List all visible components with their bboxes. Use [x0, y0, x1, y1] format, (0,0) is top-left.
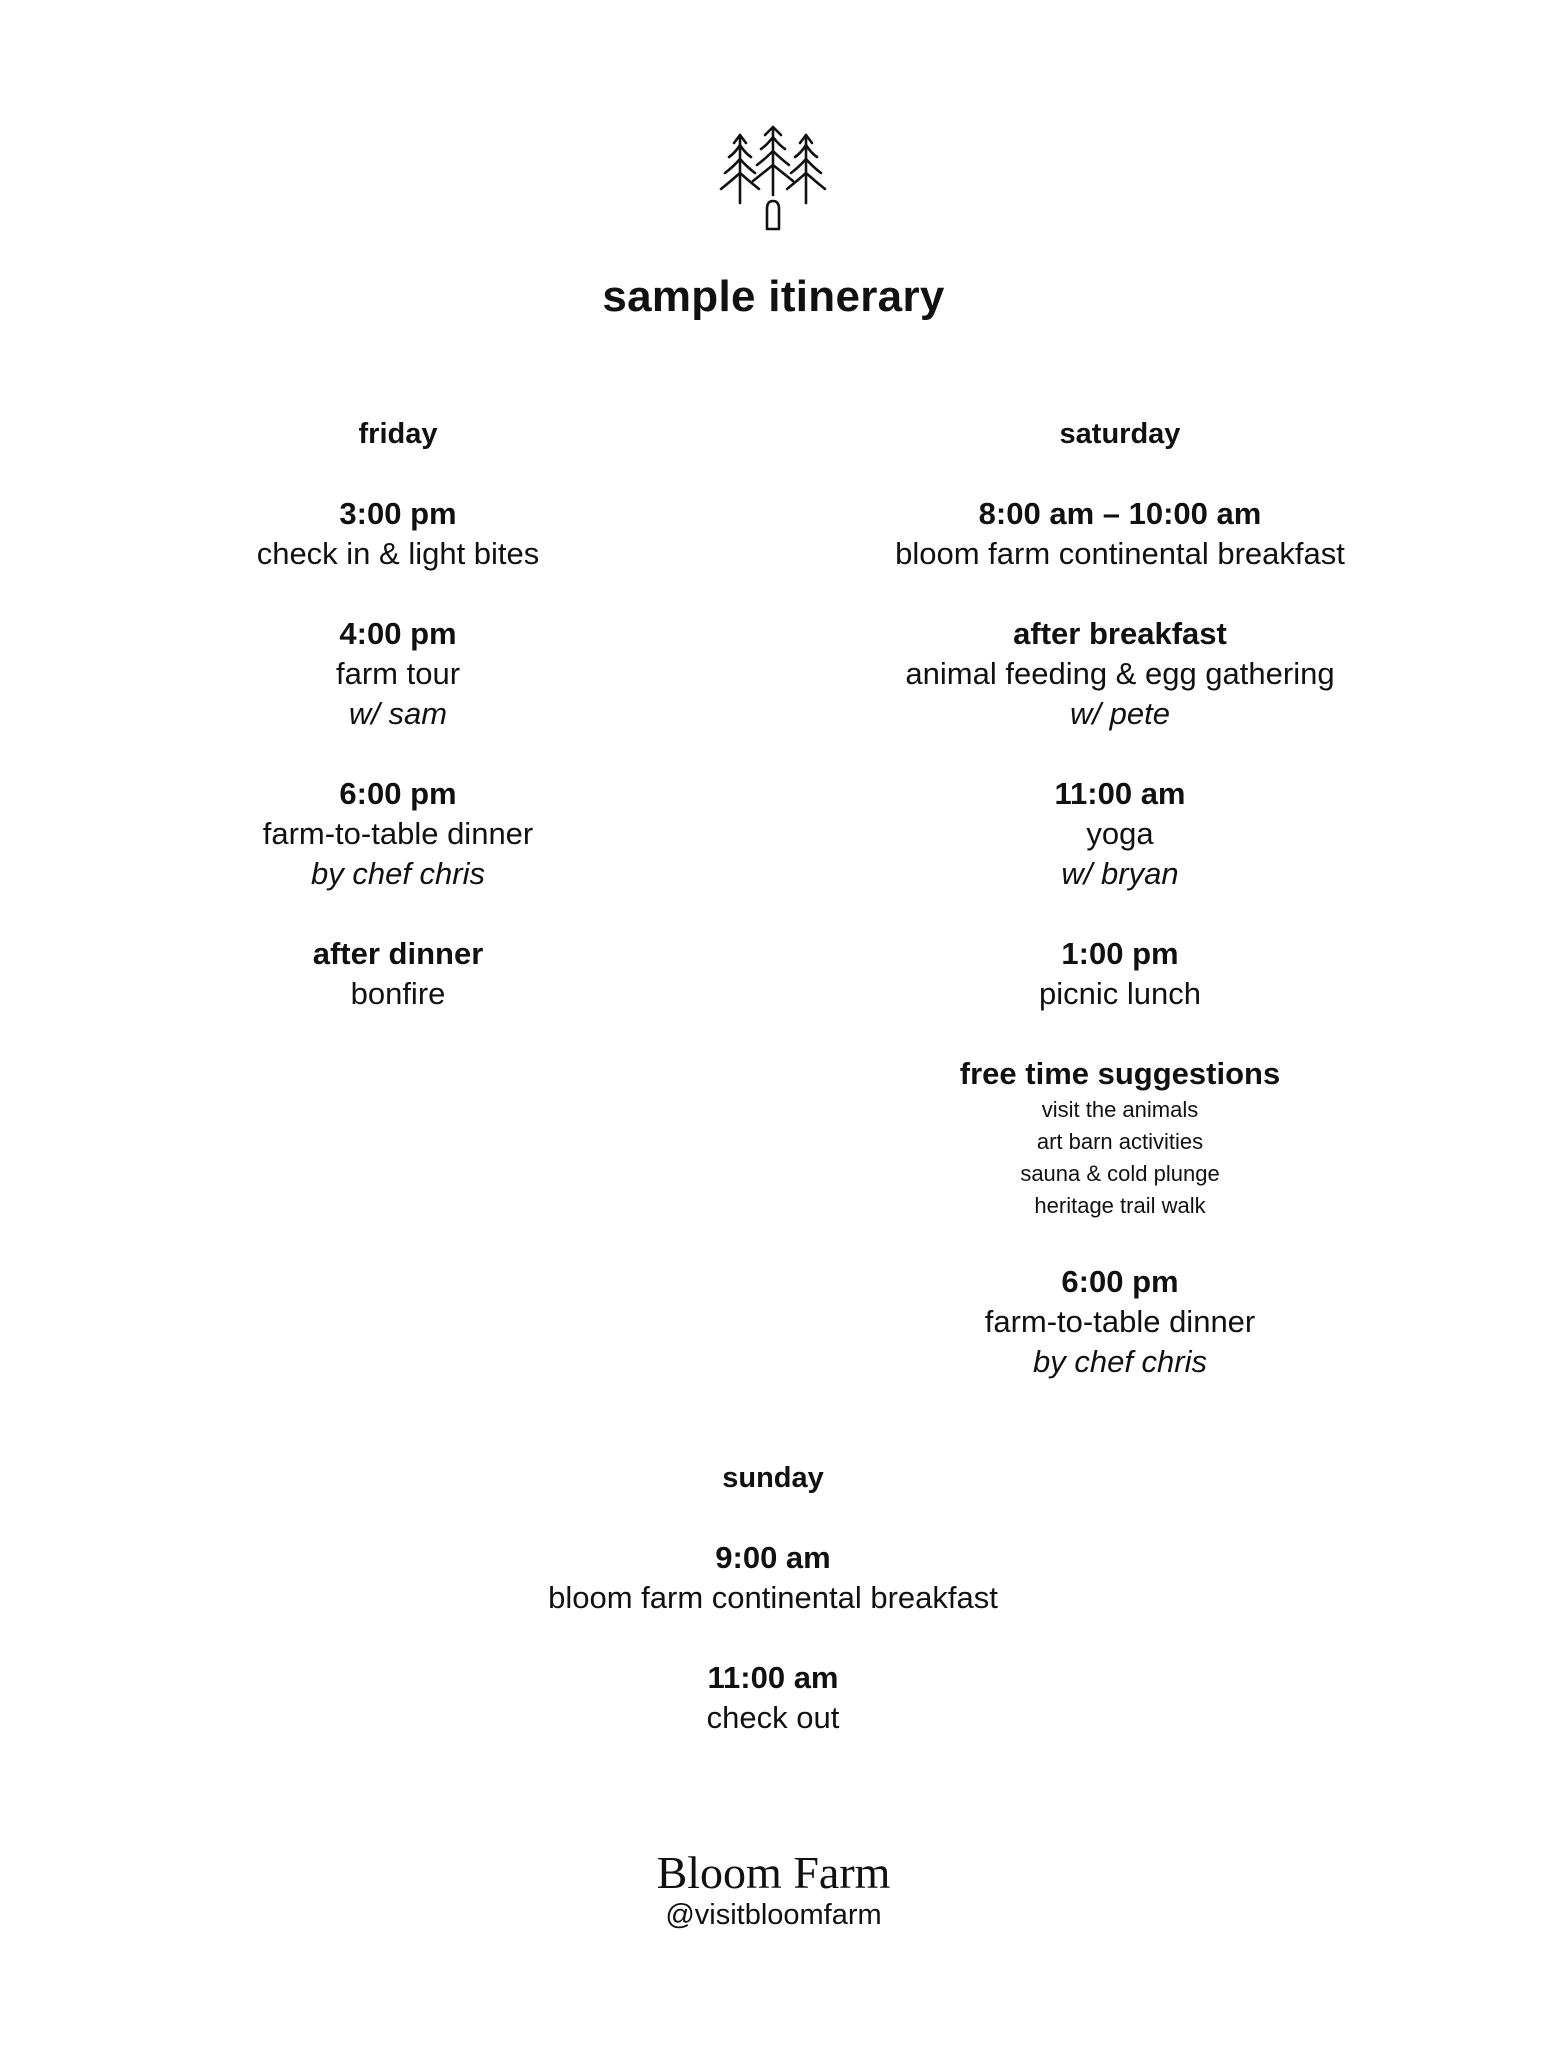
suggestion-item: art barn activities [1036, 1129, 1204, 1154]
event-time: 6:00 pm [1061, 1264, 1179, 1299]
page-title: sample itinerary [602, 272, 945, 321]
saturday-column [820, 414, 1420, 1422]
friday-column [198, 414, 598, 1054]
event-title: bloom farm continental breakfast [895, 536, 1345, 571]
social-handle: @visitbloomfarm [665, 1899, 882, 1931]
event-title: picnic lunch [1039, 976, 1201, 1011]
schedule-item [473, 1658, 1073, 1738]
event-title: check out [706, 1700, 840, 1735]
day-heading: sunday [722, 1462, 824, 1494]
event-time: 11:00 am [1054, 776, 1186, 811]
suggestion-item: sauna & cold plunge [1020, 1161, 1220, 1186]
event-time: 8:00 am – 10:00 am [978, 496, 1262, 531]
schedule-item [198, 614, 598, 734]
schedule-item [198, 774, 598, 894]
brand-name: Bloom Farm [656, 1847, 891, 1898]
event-time: 1:00 pm [1061, 936, 1179, 971]
day-heading: friday [358, 418, 438, 450]
pine-trees-cabin-icon [713, 123, 833, 233]
event-title: check in & light bites [256, 536, 540, 571]
schedule-item [820, 614, 1420, 734]
schedule-item [198, 494, 598, 574]
event-title: animal feeding & egg gathering [905, 656, 1335, 691]
event-time: 6:00 pm [339, 776, 457, 811]
event-title: farm-to-table dinner [984, 1304, 1256, 1339]
event-host: by chef chris [1032, 1344, 1207, 1379]
schedule-item [820, 774, 1420, 894]
suggestion-item: visit the animals [1041, 1097, 1199, 1122]
day-heading: saturday [1059, 418, 1181, 450]
event-host: w/ sam [348, 696, 448, 731]
event-title: farm tour [335, 656, 461, 691]
schedule-item [820, 1262, 1420, 1382]
event-title: bloom farm continental breakfast [548, 1580, 998, 1615]
suggestion-item: heritage trail walk [1034, 1193, 1206, 1218]
event-time: after breakfast [1013, 616, 1227, 651]
event-time: 11:00 am [707, 1660, 839, 1695]
schedule-item [820, 494, 1420, 574]
event-host: by chef chris [310, 856, 485, 891]
event-time: 3:00 pm [339, 496, 457, 531]
event-host: w/ bryan [1061, 856, 1179, 891]
schedule-item [820, 934, 1420, 1014]
event-title: farm-to-table dinner [262, 816, 534, 851]
schedule-item [820, 1054, 1420, 1222]
sunday-column [473, 1458, 1073, 1778]
schedule-item [198, 934, 598, 1014]
event-time: 4:00 pm [339, 616, 457, 651]
event-time: 9:00 am [715, 1540, 831, 1575]
event-host: w/ pete [1070, 696, 1170, 731]
event-title: bonfire [350, 976, 446, 1011]
schedule-item [473, 1538, 1073, 1618]
event-title: yoga [1086, 816, 1154, 851]
event-time: free time suggestions [959, 1056, 1281, 1091]
event-time: after dinner [312, 936, 484, 971]
